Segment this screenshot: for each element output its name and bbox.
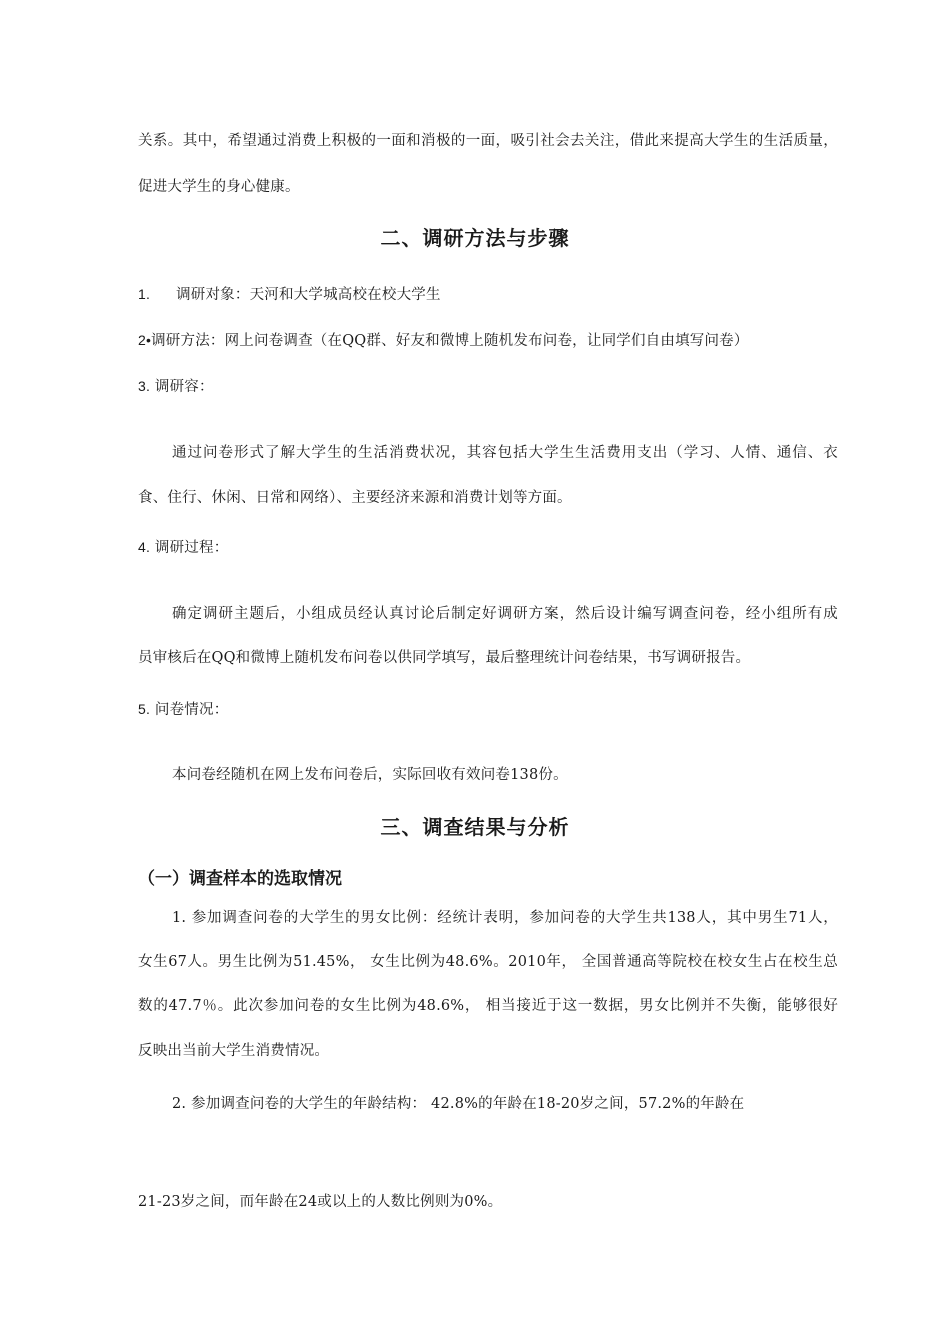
age-structure-line-2: 21-23岁之间，而年龄在24或以上的人数比例则为0%。 [138,1194,503,1210]
item-4 [138,537,838,558]
item-3-number: 3. [138,378,151,394]
intro-line-1: 关系。其中，希望通过消费上积极的一面和消极的一面，吸引社会去关注，借此来提高大学生的生活质量， [138,133,838,149]
item-3-text: 调研容： [154,379,214,395]
intro-line-2: 促进大学生的身心健康。 [138,179,300,195]
item-5-number: 5. [138,701,151,717]
gender-ratio-line-2: 女生67人。男生比例为51.45%， 女生比例为48.6%。2010年， 全国普通高等院校在校女生占在校生总 [138,954,838,970]
gender-ratio-line-4: 反映出当前大学生消费情况。 [138,1043,330,1059]
item-4-number: 4. [138,539,151,555]
item-2-number: 2• [138,332,152,348]
item-3-paragraph-line-2: 食、住行、休闲、日常和网络）、主要经济来源和消费计划等方面。 [138,490,572,506]
item-4-paragraph-line-1: 确定调研主题后，小组成员经认真讨论后制定好调研方案，然后设计编写调查问卷，经小组所有成 [172,606,838,622]
item-2-text: 调研方法：网上问卷调查（在QQ群、好友和微博上随机发布问卷，让同学们自由填写问卷） [151,333,749,349]
item-5-text: 问卷情况： [154,702,229,718]
item-4-paragraph-line-2: 员审核后在QQ和微博上随机发布问卷以供同学填写，最后整理统计问卷结果，书写调研报告。 [138,650,751,666]
item-1 [138,284,838,305]
section-2-heading: 二、调研方法与步骤 [380,226,570,250]
item-1-number: 1. [138,286,151,302]
item-5-paragraph: 本问卷经随机在网上发布问卷后，实际回收有效问卷138份。 [172,767,568,783]
item-4-text: 调研过程： [154,540,229,556]
item-5 [138,699,838,720]
item-3 [138,376,838,397]
item-3-paragraph-line-1: 通过问卷形式了解大学生的生活消费状况，其容包括大学生生活费用支出（学习、人情、通信、衣 [172,445,838,461]
section-3-heading: 三、调查结果与分析 [380,815,570,839]
section-3-subheading: （一）调查样本的选取情况 [138,869,342,889]
gender-ratio-line-3: 数的47.7％。此次参加问卷的女生比例为48.6%， 相当接近于这一数据，男女比例并不失衡，能够很好 [138,998,838,1014]
gender-ratio-line-1: 1. 参加调查问卷的大学生的男女比例：经统计表明，参加问卷的大学生共138人，其中男生71人， [172,910,838,926]
item-1-text: 调研对象：天河和大学城高校在校大学生 [176,287,441,303]
age-structure-line-1: 2. 参加调查问卷的大学生的年龄结构： 42.8%的年龄在18-20岁之间，57.2%的年龄在 [172,1096,745,1112]
item-2 [138,330,838,351]
